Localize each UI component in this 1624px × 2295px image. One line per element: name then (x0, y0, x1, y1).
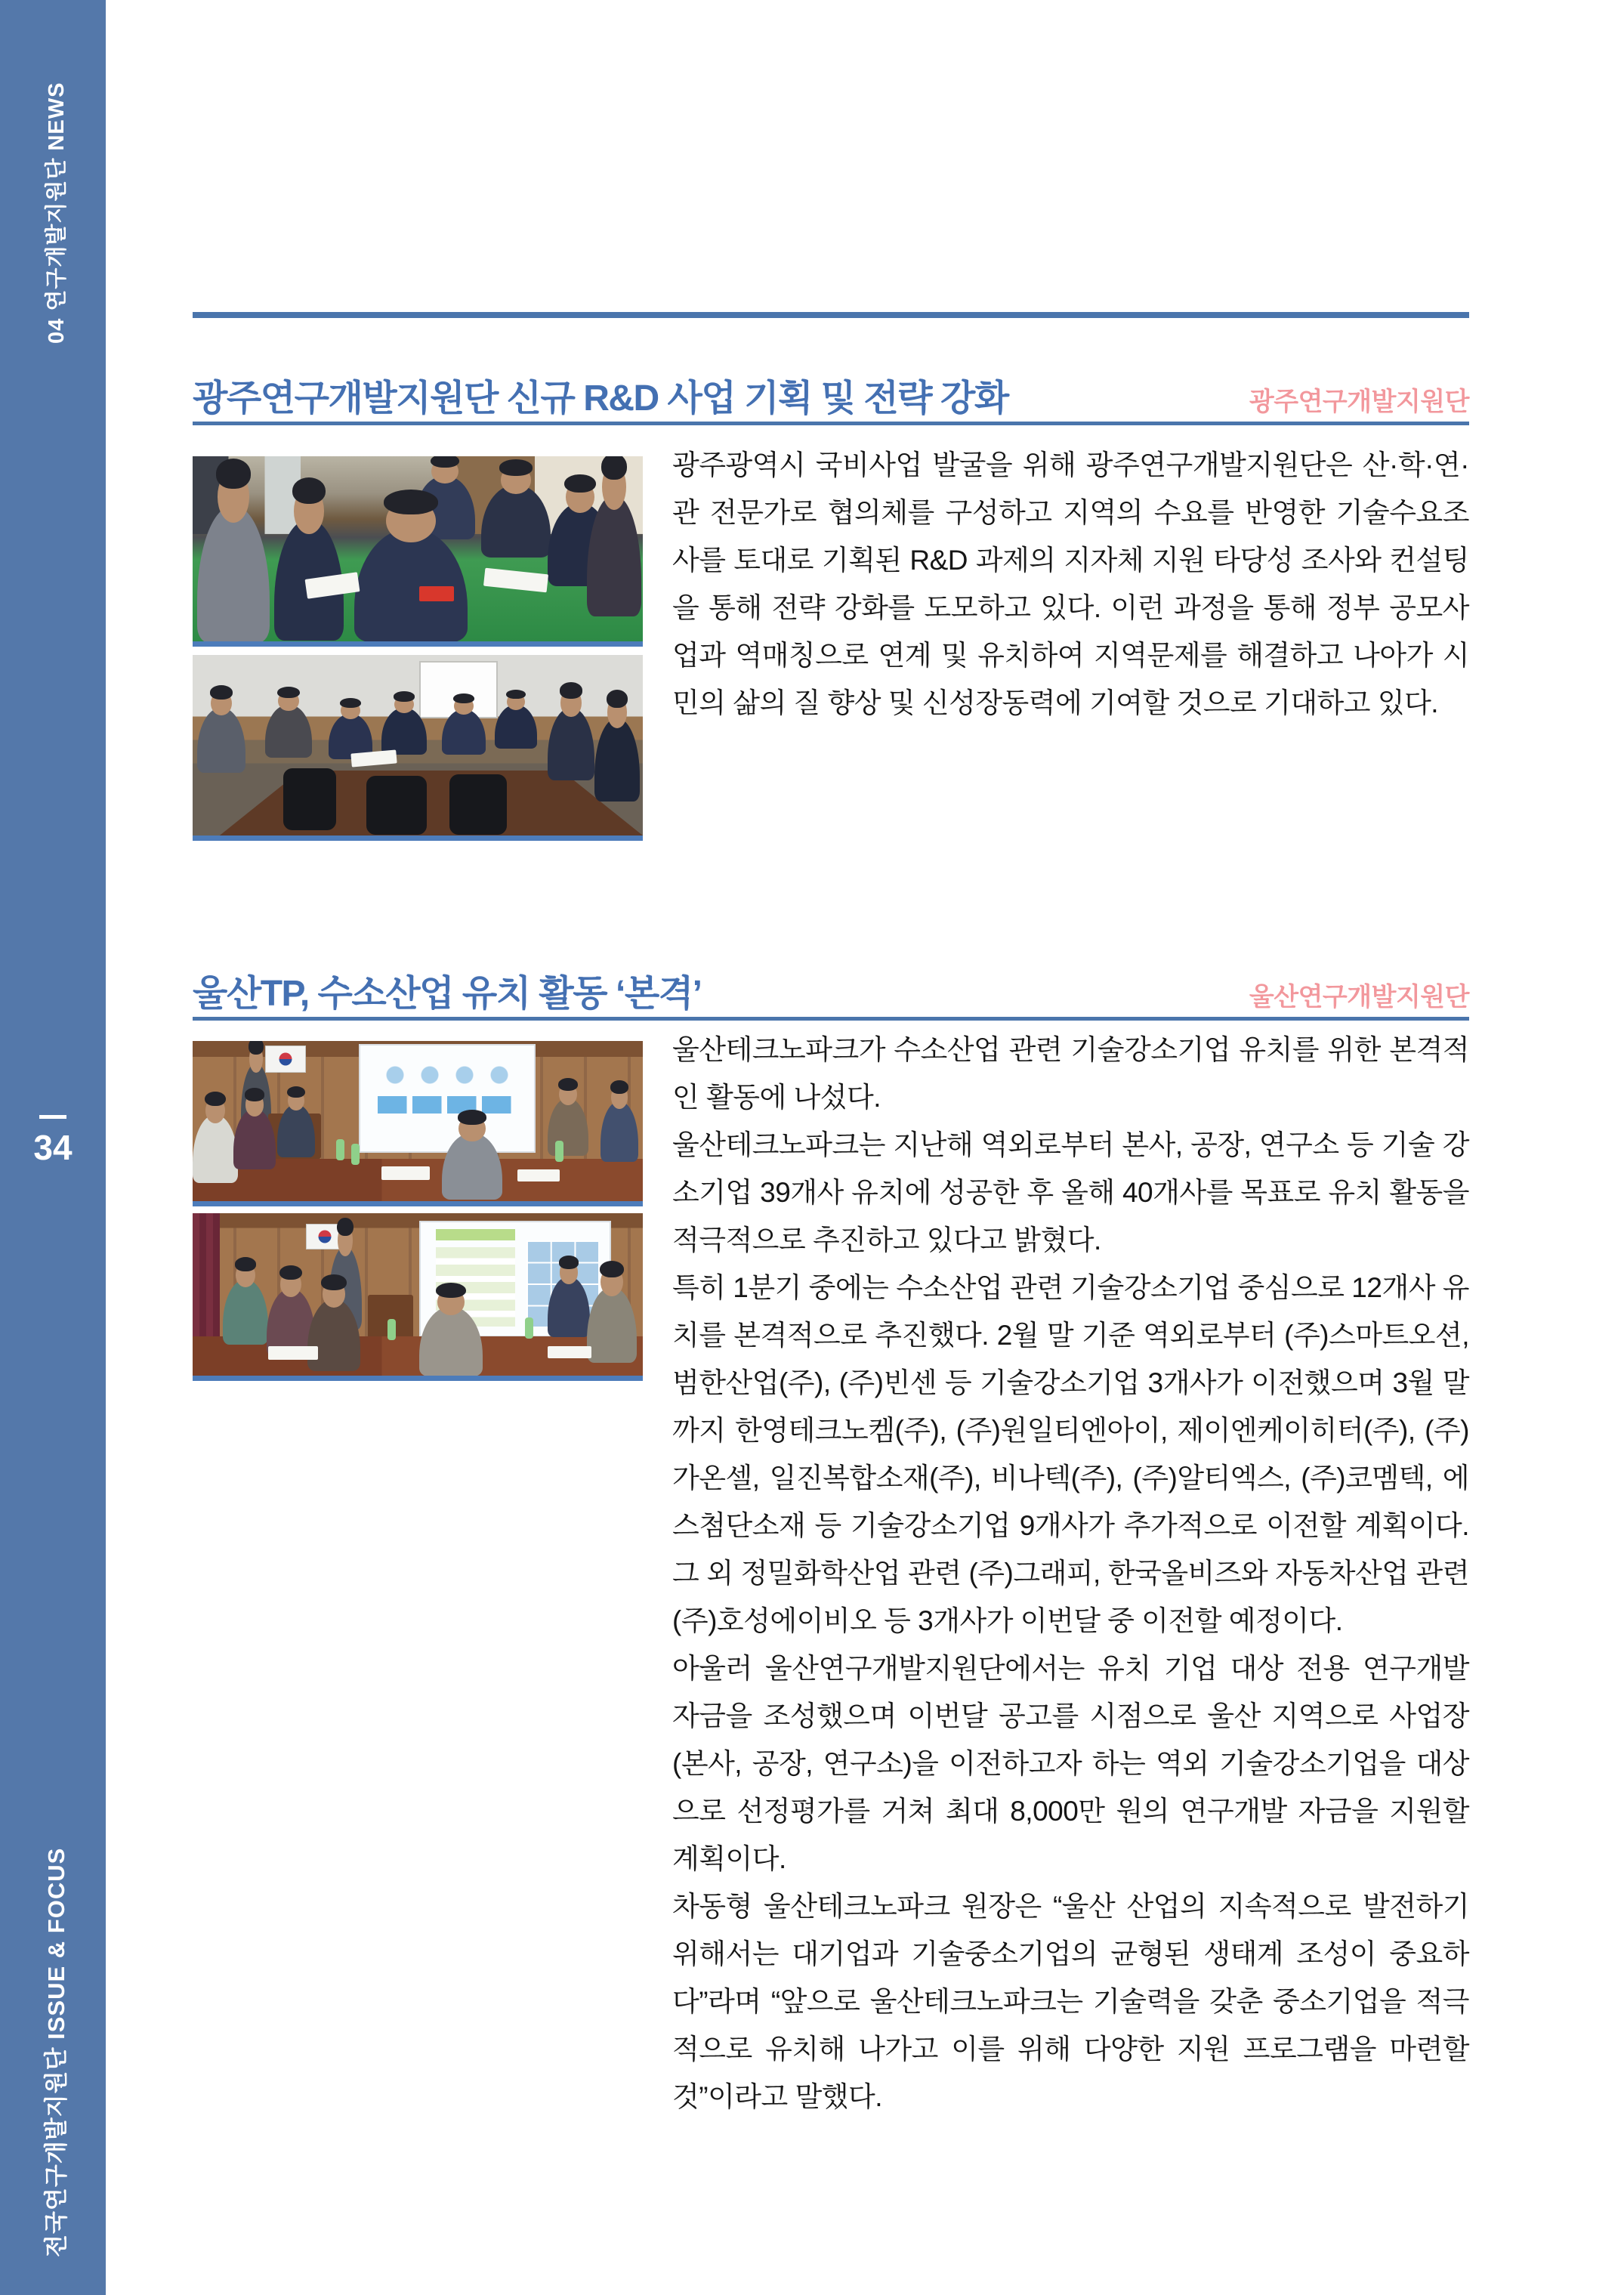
article2-title-rule (193, 1017, 1469, 1021)
photo-strip (193, 836, 643, 841)
sidebar-section-label: 04 연구개발지원단 NEWS (45, 82, 69, 344)
article1-meeting-photo-1 (193, 456, 643, 641)
photo-chair (366, 776, 427, 835)
photo-bottle (336, 1139, 344, 1160)
article2-body (672, 1026, 1469, 2120)
article2-paragraph: 아울러 울산연구개발지원단에서는 유치 기업 대상 전용 연구개발 자금을 조성했으며 이번달 공고를 시점으로 울산 지역으로 사업장(본사, 공장, 연구소)을 이전하고자 하는 역외 기술강소기업을 대상으로 선정평가를 거쳐 최대 8,000만 원의 연구개발 자금을 지원할 계획이다. (672, 1653, 1469, 1874)
article1-title-rule (193, 422, 1469, 425)
photo-person (354, 529, 468, 641)
photo-person (197, 708, 245, 773)
photo-person (548, 1098, 588, 1156)
sidebar (0, 0, 106, 2295)
photo-person (548, 708, 594, 780)
photo-person (594, 718, 640, 802)
photo-person (601, 1101, 638, 1162)
article2-photos (193, 1041, 643, 1381)
photo-strip (193, 1201, 643, 1206)
article2-title: 울산TP, 수소산업 유치 활동 ‘본격’ (193, 974, 702, 1014)
photo-chair (449, 774, 507, 835)
article2-paragraph: 울산테크노파크는 지난해 역외로부터 본사, 공장, 연구소 등 기술 강소기업 39개사 유치에 성공한 후 올해 40개사를 목표로 유치 활동을 적극적으로 추진하고 있다고 밝혔다. (672, 1129, 1469, 1256)
photo-paper (381, 1166, 430, 1180)
article2-header (193, 962, 1469, 1012)
top-rule (193, 312, 1469, 318)
article1-org-label: 광주연구개발지원단 (1249, 388, 1469, 416)
photo-bottle (525, 1317, 533, 1339)
article1-paragraph: 광주광역시 국비사업 발굴을 위해 광주연구개발지원단은 산·학·연·관 전문가로 협의체를 구성하고 지역의 수요를 반영한 기술수요조사를 토대로 기획된 R&D 과제의 지자체 지원 타당성 조사와 컨설팅을 통해 전략 강화를 도모하고 있다. 이런 과정을 통해 정부 공모사업과 역매칭으로 연계 및 유치하여 지역문제를 해결하고 나아가 시민의 삶의 질 향상 및 신성장동력에 기여할 것으로 기대하고 있다. (672, 449, 1469, 718)
article1-meeting-photo-2 (193, 655, 643, 836)
photo-paper (483, 568, 548, 593)
article2-paragraph: 차동형 울산테크노파크 원장은 “울산 산업의 지속적으로 발전하기 위해서는 대기업과 기술중소기업의 균형된 생태계 조성이 중요하다”라며 “앞으로 울산테크노파크는 기술력을 갖춘 중소기업을 적극적으로 유치해 나가고 이를 위해 다양한 지원 프로그램을 마련할 것”이라고 말했다. (672, 1891, 1469, 2112)
article1-title: 광주연구개발지원단 신규 R&D 사업 기획 및 전략 강화 (193, 378, 1008, 419)
photo-person (277, 1104, 315, 1157)
slide-graphics (378, 1062, 517, 1088)
article1-body (672, 441, 1469, 727)
photo-strip (193, 641, 643, 647)
page-number-dash (39, 1115, 66, 1119)
photo-paper (350, 749, 397, 767)
photo-person (223, 1280, 268, 1345)
article2-presentation-photo-2 (193, 1213, 643, 1376)
photo-bottle (351, 1144, 360, 1165)
slide-graphics (436, 1229, 515, 1240)
article1-header (193, 367, 1469, 417)
page-number: 34 (33, 1128, 73, 1167)
article2-paragraph: 울산테크노파크가 수소산업 관련 기술강소기업 유치를 위한 본격적인 활동에 나섰다. (672, 1034, 1469, 1113)
slide-graphics (378, 1096, 517, 1113)
photo-bottle (555, 1141, 563, 1162)
projector-screen (359, 1044, 536, 1153)
photo-person (265, 705, 312, 758)
photo-paper (548, 1346, 591, 1358)
photo-paper (268, 1346, 318, 1360)
photo-snack (419, 586, 454, 601)
sidebar-issue-label: 전국연구개발지원단 ISSUE & FOCUS (43, 1847, 69, 2257)
article2-org-label: 울산연구개발지원단 (1249, 983, 1469, 1012)
article2-paragraph: 특히 1분기 중에는 수소산업 관련 기술강소기업 중심으로 12개사 유치를 본격적으로 추진했다. 2월 말 기준 역외로부터 (주)스마트오션, 범한산업(주), (주)빈센 등 기술강소기업 3개사가 이전했으며 3월 말까지 한영테크노켐(주), (주)원일티엔아이, 제이엔케이히터(주), (주)가온셀, 일진복합소재(주), 비나텍(주), (주)알티엑스, (주)코멤텍, 에스첨단소재 등 기술강소기업 9개사가 추가적으로 이전할 계획이다. 그 외 정밀화학산업 관련 (주)그래피, 한국올비즈와 자동차산업 관련 (주)호성에이비오 등 3개사가 이번달 중 이전할 예정이다. (672, 1272, 1469, 1636)
photo-chair (283, 768, 336, 830)
photo-person (197, 506, 270, 641)
photo-paper (517, 1169, 560, 1181)
photo-bottle (387, 1319, 396, 1340)
article2-presentation-photo-1 (193, 1041, 643, 1201)
korean-flag (265, 1046, 306, 1073)
photo-person (193, 1115, 238, 1183)
photo-person (495, 705, 537, 749)
photo-strip (193, 1376, 643, 1381)
photo-person (481, 485, 551, 558)
article1-photos (193, 456, 643, 841)
